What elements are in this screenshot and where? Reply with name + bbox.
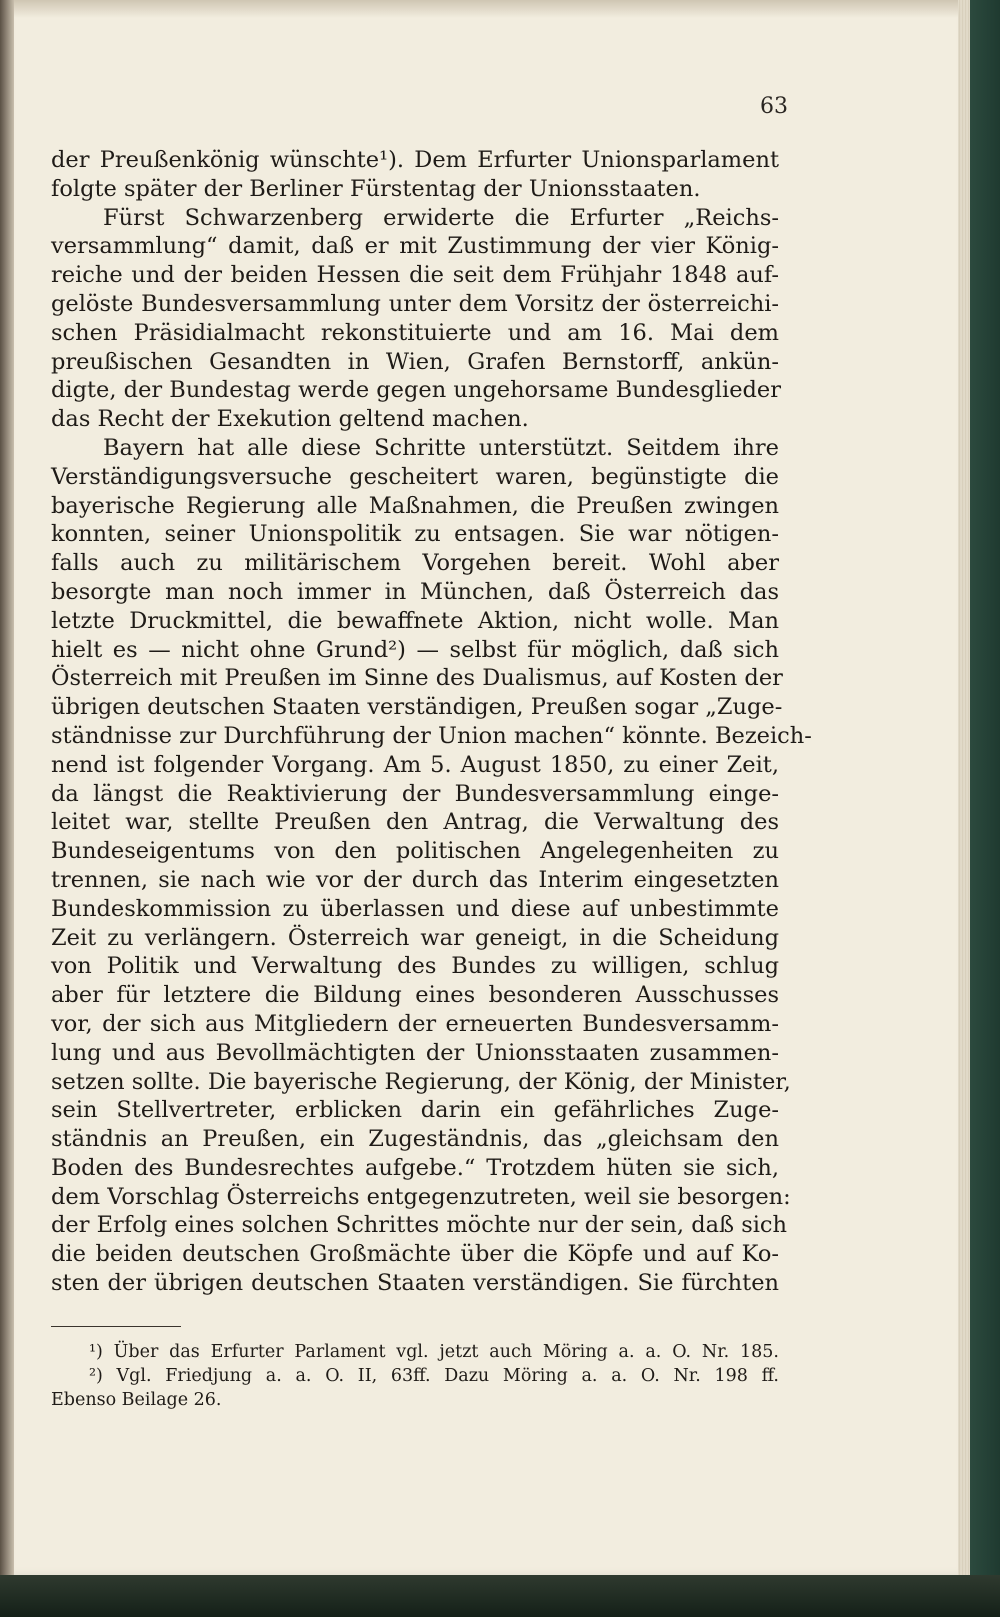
text-line: Bundeseigentums von den politischen Angelegenheiten zu xyxy=(51,838,779,865)
text-line: falls auch zu militärischem Vorgehen bereit. Wohl aber xyxy=(51,550,779,577)
text-line: da längst die Reaktivierung der Bundesversammlung einge- xyxy=(51,780,779,807)
right-page-stack xyxy=(958,0,970,1575)
text-line: der Erfolg eines solchen Schrittes möchte nur der sein, daß sich xyxy=(51,1212,788,1239)
footnotes xyxy=(51,1340,779,1412)
text-line: besorgte man noch immer in München, daß Österreich das xyxy=(51,578,779,605)
text-line: gelöste Bundesversammlung unter dem Vorsitz der österreichi- xyxy=(51,290,779,317)
text-line: setzen sollte. Die bayerische Regierung, der König, der Minister, xyxy=(51,1068,791,1095)
text-line: Boden des Bundesrechtes aufgebe.“ Trotzdem hüten sie sich, xyxy=(51,1154,779,1181)
text-line: die beiden deutschen Großmächte über die Köpfe und auf Ko- xyxy=(51,1241,779,1268)
text-line: reiche und der beiden Hessen die seit dem Frühjahr 1848 auf- xyxy=(51,262,779,289)
text-line: ständnis an Preußen, ein Zugeständnis, das „gleichsam den xyxy=(51,1126,779,1153)
text-line: der Preußenkönig wünschte¹). Dem Erfurter Unionsparlament xyxy=(51,147,779,173)
text-line: bayerische Regierung alle Maßnahmen, die Preußen zwingen xyxy=(51,492,779,519)
text-line: sten der übrigen deutschen Staaten verständigen. Sie fürchten xyxy=(51,1270,779,1297)
left-page-edge xyxy=(0,0,14,1617)
book-cover-right xyxy=(970,0,1000,1617)
text-line: folgte später der Berliner Fürstentag der Unionsstaaten. xyxy=(51,175,701,202)
text-line: Österreich mit Preußen im Sinne des Dualismus, auf Kosten der xyxy=(51,665,783,692)
text-line: Verständigungsversuche gescheitert waren, begünstigte die xyxy=(51,463,779,490)
text-line: lung und aus Bevollmächtigten der Unionsstaaten zusammen- xyxy=(51,1039,779,1066)
text-line: dem Vorschlag Österreichs entgegenzutreten, weil sie besorgen: xyxy=(51,1183,791,1210)
text-line: versammlung“ damit, daß er mit Zustimmung der vier König- xyxy=(51,233,779,260)
book-cover-bottom xyxy=(0,1575,1000,1617)
text-line: vor, der sich aus Mitgliedern der erneuerten Bundesversamm- xyxy=(51,1010,779,1037)
footnote-rule xyxy=(51,1326,181,1327)
text-line: schen Präsidialmacht rekonstituierte und am 16. Mai dem xyxy=(51,319,779,346)
text-line: aber für letztere die Bildung eines besonderen Ausschusses xyxy=(51,982,779,1009)
text-line: hielt es — nicht ohne Grund²) — selbst für möglich, daß sich xyxy=(51,636,779,663)
text-line: Fürst Schwarzenberg erwiderte die Erfurter „Reichs- xyxy=(103,204,779,231)
top-page-shadow xyxy=(14,0,958,18)
text-line: letzte Druckmittel, die bewaffnete Aktion, nicht wolle. Man xyxy=(51,607,779,634)
text-line: ständnisse zur Durchführung der Union machen“ könnte. Bezeich- xyxy=(51,722,812,749)
footnote: ²) Vgl. Friedjung a. a. O. II, 63ff. Dazu Möring a. a. O. Nr. 198 ff. xyxy=(89,1366,779,1386)
text-line: von Politik und Verwaltung des Bundes zu willigen, schlug xyxy=(51,953,779,980)
footnote: ¹) Über das Erfurter Parlament vgl. jetzt auch Möring a. a. O. Nr. 185. xyxy=(89,1342,779,1362)
text-line: trennen, sie nach wie vor der durch das Interim eingesetzten xyxy=(51,866,779,893)
page-number: 63 xyxy=(760,94,788,119)
text-line: Zeit zu verlängern. Österreich war geneigt, in die Scheidung xyxy=(51,924,779,951)
text-line: leitet war, stellte Preußen den Antrag, die Verwaltung des xyxy=(51,809,779,836)
text-line: sein Stellvertreter, erblicken darin ein gefährliches Zuge- xyxy=(51,1097,779,1124)
text-line: preußischen Gesandten in Wien, Grafen Bernstorff, ankün- xyxy=(51,348,779,375)
text-line: das Recht der Exekution geltend machen. xyxy=(51,406,529,433)
text-line: digte, der Bundestag werde gegen ungehorsame Bundesglieder xyxy=(51,377,781,404)
text-line: übrigen deutschen Staaten verständigen, Preußen sogar „Zuge- xyxy=(51,694,783,721)
text-line: nend ist folgender Vorgang. Am 5. August 1850, zu einer Zeit, xyxy=(51,751,779,778)
text-line: konnten, seiner Unionspolitik zu entsagen. Sie war nötigen- xyxy=(51,521,779,548)
text-line: Bayern hat alle diese Schritte unterstützt. Seitdem ihre xyxy=(103,434,779,461)
body-text xyxy=(51,146,812,1298)
text-line: Bundeskommission zu überlassen und diese auf unbestimmte xyxy=(51,895,779,922)
footnote: Ebenso Beilage 26. xyxy=(51,1390,222,1410)
